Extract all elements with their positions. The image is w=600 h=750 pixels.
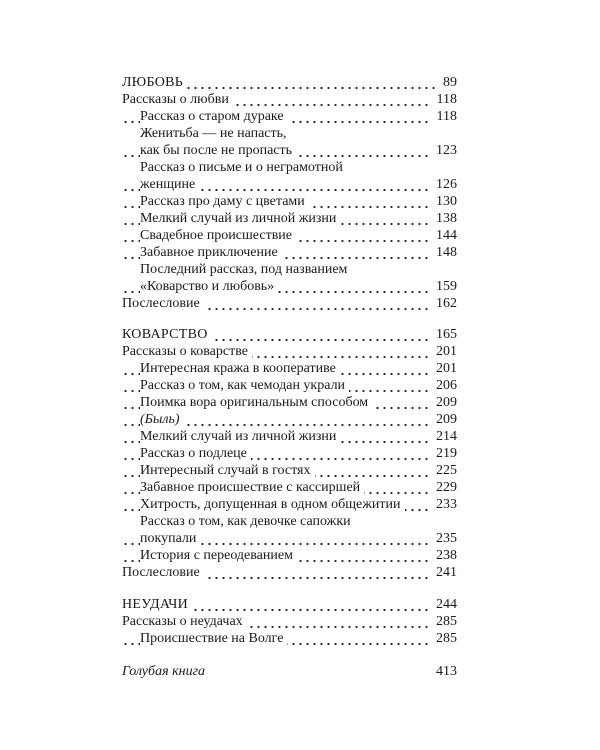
toc-entry-page: 244 [431,596,457,613]
toc-entry [122,547,457,564]
toc-entry-title: Рассказ о письме и о неграмотной [140,160,343,175]
toc-entry-page: 159 [431,278,457,295]
toc-entry-page: 238 [431,547,457,564]
toc-entry [122,513,457,530]
toc-entry-page: 225 [431,462,457,479]
toc-entry [122,244,457,261]
toc-entry-title: Послесловие [122,565,204,580]
toc-entry [122,159,457,176]
toc-entry [122,176,457,193]
toc-entry [122,108,457,125]
toc-entry-page: 229 [431,479,457,496]
toc-entry-title: Свадебное происшествие [140,228,296,243]
toc-entry [122,630,457,647]
toc-entry-title: Рассказ о старом дураке [140,109,288,124]
toc-entry [122,125,457,142]
toc-entry-title: НЕУДАЧИ [122,597,192,612]
toc-entry-title: Мелкий случай из личной жизни [140,429,340,444]
toc-entry [122,462,457,479]
toc-entry-title: Интересный случай в гостях [140,463,315,478]
toc-entry-title: ЛЮБОВЬ [122,75,187,90]
toc-entry-page: 126 [431,176,457,193]
toc-entry-page: 138 [431,210,457,227]
toc-entry [122,496,457,513]
toc-section-kovarstvo [122,326,457,581]
toc-entry-title: Рассказы о любви [122,92,233,107]
toc-entry-page: 144 [431,227,457,244]
toc-entry [122,343,457,360]
toc-entry-page: 118 [432,108,457,125]
toc-entry [122,193,457,210]
toc-entry-page: 235 [431,530,457,547]
toc-entry-title: «Коварство и любовь» [140,279,278,294]
toc-entry-page: 233 [431,496,457,513]
toc-entry-title: (Быль) [140,412,184,427]
toc-entry-page: 285 [431,630,457,647]
toc-entry-title: Интересная кража в кооперативе [140,361,340,376]
toc-entry-page: 219 [431,445,457,462]
toc-entry-page: 123 [431,142,457,159]
toc-entry-title: как бы после не пропасть [140,143,296,158]
toc-entry-title: женщине [140,177,199,192]
toc-entry [122,394,457,411]
toc-entry-title: Рассказы о коварстве [122,344,252,359]
toc-entry [122,613,457,630]
toc-entry-page: 162 [431,295,457,312]
toc-entry [122,428,457,445]
toc-entry-title: Происшествие на Волге [140,631,287,646]
toc-entry [122,210,457,227]
toc-entry-page: 89 [438,74,457,91]
toc-entry-title: Рассказы о неудачах [122,614,247,629]
toc-entry-title: Последний рассказ, под названием [140,262,348,277]
book-title: Голубая книга [122,664,206,679]
toc-entry-page: 165 [431,326,457,343]
toc-entry-page: 285 [431,613,457,630]
toc-entry [122,564,457,581]
toc-entry-page: 209 [431,411,457,428]
toc-entry-page: 118 [432,91,457,108]
toc-section-heading [122,596,457,613]
toc-entry [122,278,457,295]
toc-entry [122,530,457,547]
toc-entry [122,142,457,159]
toc-entry-title: Женитьба — не напасть, [140,126,287,141]
page-footer [122,663,457,681]
toc-entry-title: Рассказ о том, как девочке сапожки [140,514,351,529]
toc-entry [122,227,457,244]
toc-entry-page: 148 [431,244,457,261]
toc-entry [122,445,457,462]
toc-entry [122,411,457,428]
page-number: 413 [436,664,457,679]
toc-entry-title: КОВАРСТВО [122,327,212,342]
toc-entry [122,377,457,394]
toc-entry-title: Послесловие [122,296,204,311]
toc-entry [122,261,457,278]
toc-entry [122,360,457,377]
toc-entry [122,295,457,312]
toc-entry-page: 130 [431,193,457,210]
toc-entry-page: 209 [431,394,457,411]
toc-entry-page: 201 [431,360,457,377]
toc-entry-title: Хитрость, допущенная в одном общежитии [140,497,405,512]
toc-entry-page: 201 [431,343,457,360]
toc-entry-title: История с переодеванием [140,548,297,563]
toc-entry-title: Забавное происшествие с кассиршей [140,480,364,495]
toc-entry-page: 206 [431,377,457,394]
toc-entry-title: Поимка вора оригинальным способом [140,395,372,410]
toc-entry [122,479,457,496]
toc-entry-title: Рассказ о подлеце [140,446,251,461]
toc-section-neudachi [122,596,457,647]
toc-entry-title: Забавное приключение [140,245,282,260]
toc-entry-title: Мелкий случай из личной жизни [140,211,340,226]
toc-entry-page: 241 [431,564,457,581]
toc-entry-title: Рассказ про даму с цветами [140,194,309,209]
toc-section-heading [122,326,457,343]
toc-entry [122,91,457,108]
toc-entry-title: Рассказ о том, как чемодан украли [140,378,349,393]
toc-section-heading [122,74,457,91]
toc-entry-page: 214 [431,428,457,445]
toc-section-lyubov [122,74,457,312]
toc-entry-title: покупали [140,531,200,546]
